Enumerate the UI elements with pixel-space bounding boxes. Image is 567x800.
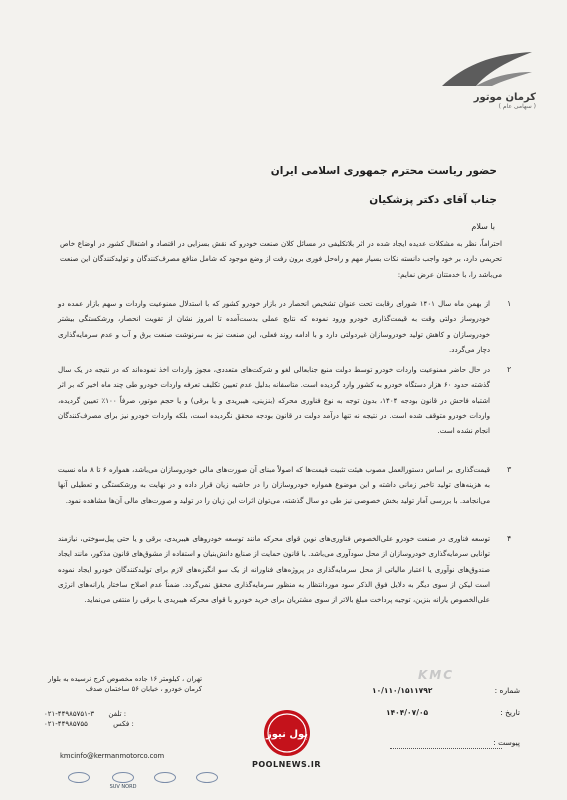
company-logo [436, 46, 536, 110]
list-item: قیمت‌گذاری بر اساس دستورالعمل مصوب هیئت تثبیت قیمت‌ها که اصولاً مبنای آن صورت‌های مالی خودروسازان می‌باشد، همواره ۶ تا ۸ ماه نسبت به هزینه‌های تولید تاخیر زمانی داشته و این موضوع همواره خودروسازان را در حاشیه زیان قرار داده و در نهایت به ورشکستگی و تعطیلی آنها می‌انجامد. با بررسی آمار تولید بخش خصوصی نیز طی دو سال گذشته، می‌توان اثرات این زیان را در تولید و صورت‌های مالی آن‌ها مشاهده نمود. [58, 465, 490, 505]
item-number: ۴ [507, 534, 512, 543]
partner-logo [148, 772, 182, 784]
phone-label: تلفن : [108, 710, 127, 718]
fax-label: فکس : [113, 720, 134, 728]
company-name: کرمان موتور [473, 92, 536, 103]
letter-number-row [372, 686, 532, 698]
list-item: در حال حاضر ممنوعیت واردات خودرو توسط دولت منبع جنابعالی لغو و شرکت‌های متعددی، مجوز واردات اخذ نموده‌اند که در نتیجه در یک سال گذشته حدود ۶۰ هزار دستگاه خودرو به کشور وارد گردیده است. متاسفانه بدلیل عدم تعیین تکلیف تعرفه واردات خودرو طی چند ماه اخیر که بر اثر اشتباه فاحش در قانون بودجه ۱۴۰۴، بدون توجه به نوع فناوری محرکه (بنزینی، هیبریدی و یا برقی) و یا حجم موتور، صرفاً ۱۰۰٪ تعیین گردیده، واردات خودرو متوقف شده است. در نتیجه نه تنها درآمد دولت در قانون بودجه محقق نگردیده است، بلکه واردات خودرو نیز برای مصرف‌کنندگان انجام نشده است. [58, 365, 490, 436]
certification-icon [154, 772, 176, 783]
recipient-title: حضور ریاست محترم جمهوری اسلامی ایران [270, 165, 497, 177]
fax-value: ۰۲۱-۴۴۹۸۵۷۵۵ [44, 720, 88, 728]
partner-logo [106, 772, 140, 790]
item-number: ۳ [507, 465, 512, 474]
letter-number: ۱۰/۱۱۰/۱۵۱۱۷۹۲ [372, 686, 433, 695]
intro-paragraph: احتراماً، نظر به مشکلات عدیده ایجاد شده در اثر بلاتکلیفی در مسائل کلان صنعت خودرو که نقش بسزایی در اقتصاد و اشتغال کشور در اوضاع خاص تحریمی دارد، بر خود واجب دانسته نکات بسیار مهم و راه‌حل فوری برون رفت از وضع موجود که شامل منافع مصرف‌کنندگان و تولیدکنندگان این صنعت می‌باشد را، با خدمتتان عرض نمایم: [60, 239, 502, 279]
letter-date: ۱۴۰۴/۰۷/۰۵ [386, 708, 429, 717]
attachment-label: پیوست : [493, 738, 520, 747]
company-email: kmcinfo@kermanmotorco.com [60, 752, 165, 760]
fax-row [44, 720, 134, 728]
partner-logo [190, 772, 224, 784]
stamp-text: پول نیوز [265, 729, 309, 740]
kmc-watermark: KMC [418, 668, 455, 682]
letter-date-label: تاریخ : [500, 708, 520, 717]
salutation: با سلام [471, 222, 495, 231]
list-item: از بهمن ماه سال ۱۴۰۱ شورای رقابت تحت عنوان تشخیص انحصار در بازار خودرو کشور که با استدلال ممنوعیت واردات و سهم بازار عمده دو خودروساز دولتی وقت به قیمت‌گذاری خودرو ورود نموده که نتایج عملی بدست‌آمده تا امروز نشان از تقویت انحصار، ورشکستگی بیشتر خودروسازان و کاهش تولید خودروسازان غیردولتی دارد و با ادامه روند فعلی، این صنعت نیز به سرنوشت صنعت برق و آب و عدم سرمایه‌گذاری دچار می‌گردد. [58, 299, 490, 354]
letter-date-row [372, 708, 532, 720]
recipient-name: جناب آقای دکتر پزشکیان [369, 194, 497, 206]
partner-name: SUV NORD [109, 784, 137, 790]
company-type: ( سهامی عام ) [498, 103, 536, 110]
phone-row [44, 710, 126, 718]
certification-icon [112, 772, 134, 783]
item-number: ۲ [507, 365, 512, 374]
attachment-line [390, 748, 502, 749]
partner-logo [62, 772, 96, 784]
item-number: ۱ [507, 299, 512, 308]
logo-mark-icon [436, 46, 536, 90]
news-site-url: POOLNEWS.IR [252, 760, 321, 769]
certification-icon [196, 772, 218, 783]
company-address: تهران ، کیلومتر ۱۶ جاده مخصوص کرج نرسیده به بلوار کرمان خودرو ، خیابان ۵۶ ساختمان صدف [48, 675, 202, 693]
news-stamp-icon [262, 708, 312, 758]
letter-number-label: شماره : [494, 686, 520, 695]
list-item: توسعه فناوری در صنعت خودرو علی‌الخصوص فناوری‌های نوین قوای محرکه مانند توسعه خودروهای هیبریدی، برقی و یا حتی پیل‌سوختی، نیازمند توانایی سرمایه‌گذاری خودروسازان از محل سودآوری می‌باشد. با قانون حمایت از صنایع دانش‌بنیان و استفاده از مشوق‌های قانون مذکور، مانند ایجاد صندوق‌های نوآوری یا اعتبار مالیاتی از محل سرمایه‌گذاری در پروژه‌های فناورانه از یک سو انگیزه‌های لازم برای تولیدکنندگان خودرو ایجاد نموده است لیکن از سوی دیگر به دلایل فوق الذکر سود موردانتظار به منظور سرمایه‌گذاری محقق نمی‌گردد. ضمناً عدم اصلاح ساختار یارانه‌های انرژی علی‌الخصوص یارانه بنزین، توجیه پرداخت مبلغ بالاتر از سوی مشتریان برای خرید خودرو با قوای محرکه هیبریدی یا برقی را منتفی می‌نماید. [58, 534, 490, 605]
phone-value: ۰۲۱-۴۴۹۸۵۷۵۱-۳ [44, 710, 95, 718]
certification-icon [68, 772, 90, 783]
